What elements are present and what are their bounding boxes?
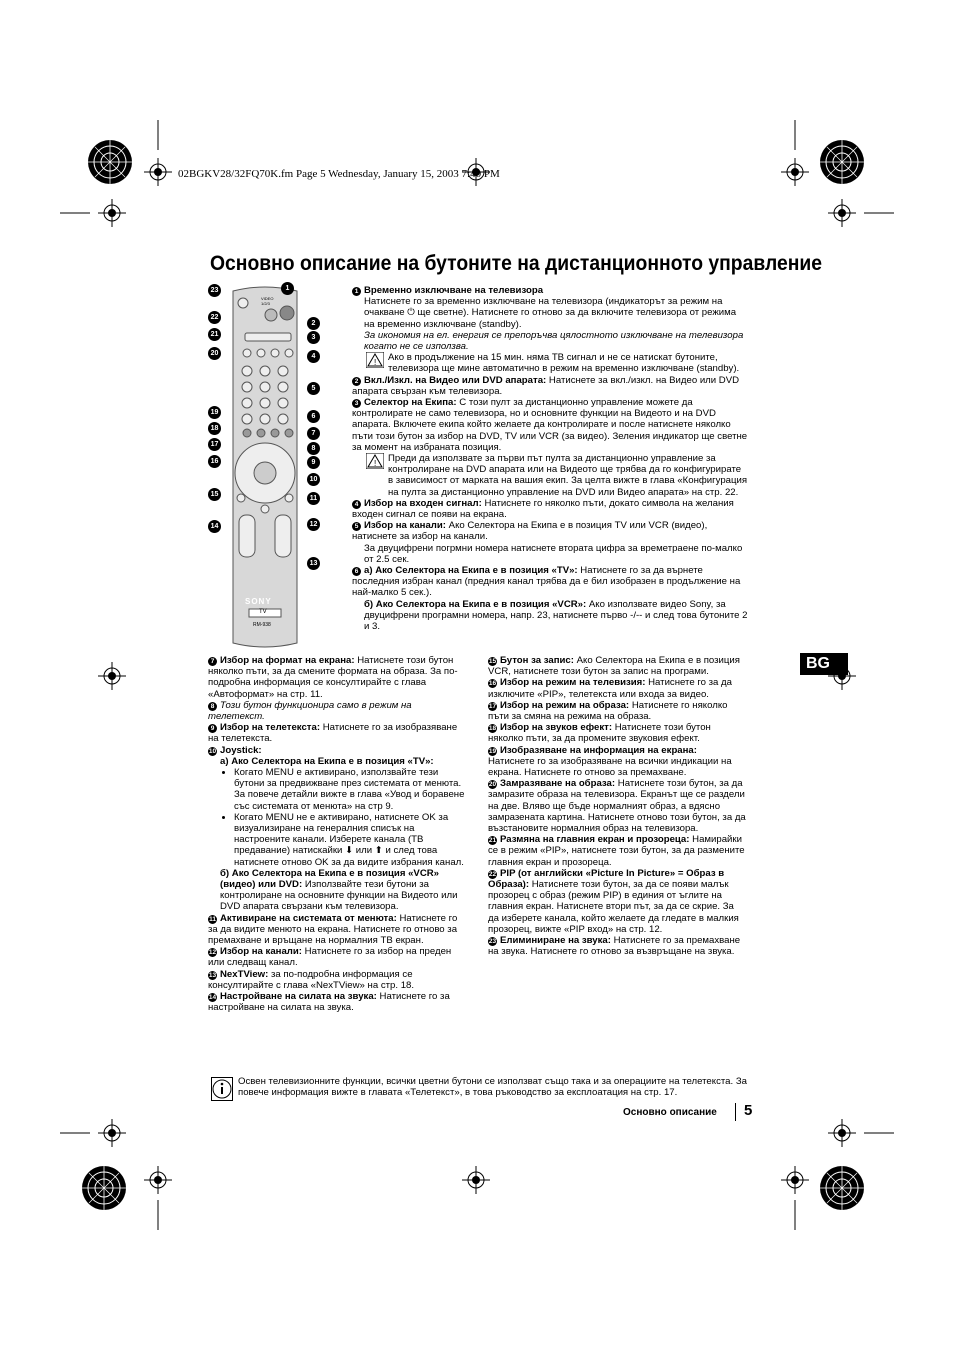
item-6-heading: а) Ако Селектора на Екипа е в позиция «TV»: <box>364 565 578 577</box>
remote-video-label: VIDEO 1/2/3 <box>261 296 274 306</box>
callout-17: 17 <box>208 438 221 451</box>
item-23: 23 Елиминиране на звука: Натиснете го за премахване на звука. Натиснете го отново за възвръщане на звука. <box>488 935 741 958</box>
items-left-block <box>208 655 466 1014</box>
item-18-heading: Избор на звуков ефект: <box>500 722 613 734</box>
item-16-text: Натиснете го за да изключите «PIP», телетекста или входа за видео. <box>488 677 732 700</box>
page-title: Основно описание на бутоните на дистанционното управление <box>210 252 823 275</box>
item-9-heading: Избор на телетекста: <box>220 722 321 734</box>
item-17-text: Натиснете го няколко пъти за смяна на режима на образа. <box>488 699 728 723</box>
callout-8: 8 <box>307 442 320 455</box>
item-5-heading: Избор на канали: <box>364 520 446 532</box>
callout-3: 3 <box>307 331 320 344</box>
item-3-warning: Преди да използвате за първи път пулта за дистанционно управление за контролиране на DVD апарата или на Видеото ще трябва да го конфигурирате в зависимост от марката на вашия екип. За целта вижте в глава «Конфигурация на пулта за дистанционно управление на DVD или Видео апарата» на стр. 22. <box>388 453 748 498</box>
info-icon <box>211 1077 233 1101</box>
callout-7: 7 <box>307 427 320 440</box>
item-8-note: Този бутон функционира само в режим на телетекст. <box>208 699 412 723</box>
item-1-text: Натиснете го за временно изключване на телевизора (индикаторът за режим на очакване ⏻ ще светне). Натиснете го отново за да включите телевизора от режима на временно изключване (standby). <box>364 296 737 330</box>
callout-11: 11 <box>307 492 320 505</box>
item-10a-bullet-2: • Когато MENU не е активирано, натиснете OK за визуализиране на генералния списък на настроените канали. Изберете канала (ТВ предавание) натискайки ⬇ или ⬆ и след това натиснете отново OK за да видите избрания канал. <box>234 812 466 868</box>
callout-21: 21 <box>208 328 221 341</box>
item-15: 15 Бутон за запис: Ако Селектора на Екипа е в позиция VCR, натиснете този бутон за запис на програми. <box>488 655 740 678</box>
callout-23: 23 <box>208 284 221 297</box>
item-1-note: За икономия на ел. енергия се препоръчва цялостното изключване на телевизора когато не се използва. <box>364 329 744 353</box>
item-7-heading: Избор на формат на екрана: <box>220 655 355 666</box>
item-12-heading: Избор на канали: <box>220 946 302 958</box>
callout-5: 5 <box>307 382 320 395</box>
callout-14: 14 <box>208 520 221 533</box>
item-2: 2 Вкл./Изкл. на Видео или DVD апарата: Натиснете за вкл./изкл. на Видео или DVD апарата свързан към телевизора. <box>352 374 740 397</box>
item-18: 18 Избор на звуков ефект: Натиснете този бутон няколко пъти, за да промените звуковия ефект. <box>488 722 711 745</box>
item-6b-text: Ако използвате видео Sony, за двуцифрени програмни номера, напр. 23, натиснете първо -/-- и след това бутоните 2 и 3. <box>364 598 748 633</box>
item-22-heading: PIP (от английски «Picture In Picture» = Образ в Образа): <box>488 867 725 891</box>
item-21-text: Намирайки се в режим «PIP», натиснете този бутон, за да размените главния екран и прозореца. <box>488 834 745 868</box>
item-1-warning: Ако в продължение на 15 мин. няма ТВ сигнал и не се натискат бутоните, телевизора ще мине автоматично в режим на временно изключване (standby). <box>388 352 740 375</box>
item-16: 16 Избор на режим на телевизия: Натиснете го за да изключите «PIP», телетекста или входа за видео. <box>488 677 732 700</box>
item-3: 3 Селектор на Екипа: С този пулт за дистанционно управление можете да контролирате не само телевизора, но и основните функции на Видеото и на DVD апарата. Включете екипа който желаете да контролирате и после натиснете няколко пъти този бутон за избор на DVD, TV или VCR (за видео). Зеления индикатор ще светне за момент на избраната позиция. ! Преди да използвате за първи път пулта за дистанционно управление за контролиране на DVD апарата или на Видеото ще трябва да го конфигурирате в зависимост от марката на вашия екип. За целта вижте в глава «Конфигурация на пулта за дистанционно управление на DVD или Видео апарата» на стр. 22. <box>352 397 748 498</box>
item-20-heading: Замразяване на образа: <box>500 778 616 790</box>
item-5: 5 Избор на канали: Ако Селектора на Екипа е в позиция TV или VCR (видео), натиснете за избор на канали. За двуцифрени погрмни номера натиснете втората цифра за времетраене по-малко от 2.5 сек. <box>352 520 748 565</box>
callout-9: 9 <box>307 456 320 469</box>
items-right-block <box>488 655 746 957</box>
item-3-text: С този пулт за дистанционно управление можете да контролирате не само телевизора, но и основните функции на Видеото и на DVD апарата. Включете екипа който желаете да контролирате и после натиснете няколко пъти този бутон за избор на DVD, TV или VCR (за видео). Зеления индикатор ще светне за момент на избраната позиция. <box>352 397 748 453</box>
item-21-heading: Размяна на главния екран и прозореца: <box>500 834 690 846</box>
callout-16: 16 <box>208 455 221 468</box>
item-10a-heading: а) Ако Селектора на Екипа е в позиция «TV»: <box>220 755 434 767</box>
callout-22: 22 <box>208 311 221 324</box>
item-12-text: Натиснете го за избор на преден или следващ канал. <box>208 946 452 969</box>
remote-model: RM-938 <box>253 622 271 628</box>
item-2-heading: Вкл./Изкл. на Видео или DVD апарата: <box>364 374 547 386</box>
item-14-text: Натиснете го за настройване на силата на звука. <box>208 991 450 1014</box>
item-9-text: Натиснете го за изобразяване на телетекста. <box>208 722 458 745</box>
item-13-text: за по-подробна информация се консултирайте с глава «NexTView» на стр. 18. <box>208 968 415 991</box>
item-22: 22 PIP (от английски «Picture In Picture» = Образ в Образа): Натиснете този бутон, за да се появи малък прозорец с образ (режим PIP) в единия от ъглите на главния екран. Натиснете втори път, за да се скрие. За да изберете канала, който желаете да гледате в малкия прозорец, вижте «PIP вход» на стр. 12. <box>488 867 739 935</box>
item-5-text: Ако Селектора на Екипа е в позиция TV или VCR (видео), натиснете за избор на канали. <box>352 520 708 543</box>
item-10: 10 Joystick: а) Ако Селектора на Екипа е в позиция «TV»: • Когато MENU е активирано, използвайте тези бутони за предвижване през системата от менюта. За повече детайли вижте в глава «Увод и боравене със системата от менюта» на стр 9. • Когато MENU не е активирано, натиснете OK за визуализиране на генералния списък на настроените канали. Изберете канала (ТВ предавание) натискайки ⬇ или ⬆ и след това натиснете отново OK за да видите избрания канал. б) Ако Селектора на Екипа е в позиция «VCR» (видео) или DVD: Използвайте тези бутони за контролиране на основните функции на Видеото или DVD апарата свързани към телевизора. <box>208 745 466 913</box>
item-22-text: Натиснете този бутон, за да се появи малък прозорец с образ (режим PIP) в единия от ъглите на главния екран. Натиснете втори път, за да се скрие. За да изберете канала, който желаете да гледате в малкия прозорец, вижте «PIP вход» на стр. 12. <box>488 879 739 935</box>
item-11-text: Натиснете го за да видите менюто на екрана. Натиснете го отново за премахване и връщане на нормалния ТВ екран. <box>208 912 458 947</box>
item-4: 4 Избор на входен сигнал: Натиснете го няколко пъти, докато символа на желания входен сигнал се появи на екрана. <box>352 497 734 521</box>
callout-4: 4 <box>307 350 320 363</box>
item-9: 9 Избор на телетекста: Натиснете го за изобразяване на телетекста. <box>208 722 458 745</box>
item-10a-bullet-1: • Когато MENU е активирано, използвайте тези бутони за предвижване през системата от менюта. За повече детайли вижте в глава «Увод и боравене със системата от менюта» на стр 9. <box>234 767 466 812</box>
item-19-heading: Изобразяване на информация на екрана: <box>500 744 697 756</box>
item-16-heading: Избор на режим на телевизия: <box>500 677 646 689</box>
item-3-heading: Селектор на Екипа: <box>364 397 457 409</box>
callout-19: 19 <box>208 406 221 419</box>
item-14-heading: Настройване на силата на звука: <box>220 991 377 1003</box>
item-13: 13 NexTView: за по-подробна информация се консултирайте с глава «NexTView» на стр. 18. <box>208 968 415 991</box>
callout-13: 13 <box>307 557 320 570</box>
callout-1: 1 <box>281 282 294 295</box>
item-10-heading: Joystick: <box>220 744 262 756</box>
callout-2: 2 <box>307 317 320 330</box>
callout-6: 6 <box>307 410 320 423</box>
footer-divider <box>735 1103 736 1121</box>
item-2-text: Натиснете за вкл./изкл. на Видео или DVD апарата свързан към телевизора. <box>352 374 740 397</box>
item-18-text: Натиснете този бутон няколко пъти, за да промените звуковия ефект. <box>488 722 711 745</box>
item-21: 21 Размяна на главния екран и прозореца: Намирайки се в режим «PIP», натиснете този бутон, за да размените главния екран и прозореца. <box>488 834 745 868</box>
item-6b-heading: б) Ако Селектора на Екипа е в позиция «VCR»: <box>364 598 587 610</box>
item-5-text-2: За двуцифрени погрмни номера натиснете втората цифра за времетраене по-малко от 2.5 сек. <box>364 542 743 565</box>
item-6: 6 а) Ако Селектора на Екипа е в позиция «TV»: Натиснете го за да върнете последния избран канал (предния канал трябва да е бил изобразен в продължение на най-малко 5 сек.). б) Ако Селектора на Екипа е в позиция «VCR»: Ако използвате видео Sony, за двуцифрени програмни номера, напр. 23, натиснете първо -/-- и след това бутоните 2 и 3. <box>352 565 748 633</box>
callout-10: 10 <box>307 473 320 486</box>
item-7-text: Натиснете този бутон няколко пъти, за да смените формата на образа. За по-подробна информация се консултирайте с глава «Автоформат» на стр. 11. <box>208 655 458 700</box>
remote-tv-label: TV <box>259 609 267 615</box>
item-14: 14 Настройване на силата на звука: Натиснете го за настройване на силата на звука. <box>208 991 450 1014</box>
item-1-heading: Временно изключване на телевизора <box>364 285 544 296</box>
svg-text:!: ! <box>374 459 377 469</box>
item-11-heading: Активиране на системата от менюта: <box>220 912 397 924</box>
item-7: 7 Избор на формат на екрана: Натиснете този бутон няколко пъти, за да смените формата на образа. За по-подробна информация се консултирайте с глава «Автоформат» на стр. 11. <box>208 655 458 700</box>
footer-section-label: Основно описание <box>623 1107 717 1118</box>
item-19: 19 Изобразяване на информация на екрана: Натиснете го за изобразяване на всички индикации на екрана. Натиснете го отново за премахване. <box>488 744 732 779</box>
item-13-heading: NexTView: <box>220 968 269 980</box>
item-17-heading: Избор на режим на образа: <box>500 699 630 711</box>
item-10b-heading: б) Ако Селектора на Екипа е в позиция «VCR» (видео) или DVD: <box>220 867 440 891</box>
item-12: 12 Избор на канали: Натиснете го за избор на преден или следващ канал. <box>208 946 452 969</box>
item-19-text: Натиснете го за изобразяване на всички индикации на екрана. Натиснете го отново за премахване. <box>488 755 732 779</box>
warning-icon <box>366 453 384 469</box>
file-header: 02BGKV28/32FQ70K.fm Page 5 Wednesday, January 15, 2003 7:40 PM <box>178 168 500 180</box>
item-15-text: Ако Селектора на Екипа е в позиция VCR, натиснете този бутон за запис на програми. <box>488 655 740 678</box>
item-1: 1 Временно изключване на телевизора Натиснете го за временно изключване на телевизора (индикаторът за режим на очакване ⏻ ще светне). Натиснете го отново за да включите телевизора от режима на временно изключване (standby). За икономия на ел. енергия се препоръчва цялостното изключване на телевизора когато не се използва. ! Ако в продължение на 15 мин. няма ТВ сигнал и не се натискат бутоните, телевизора ще мине автоматично в режим на временно изключване (standby). <box>352 285 748 375</box>
language-tab: BG <box>800 653 848 675</box>
item-6-text: Натиснете го за да върнете последния избран канал (предния канал трябва да е бил изобразен в продължение на най-малко 5 сек.). <box>352 565 741 599</box>
item-23-heading: Елиминиране на звука: <box>500 935 611 947</box>
callout-18: 18 <box>208 422 221 435</box>
callout-12: 12 <box>307 518 320 531</box>
callout-20: 20 <box>208 347 221 360</box>
item-4-heading: Избор на входен сигнал: <box>364 497 482 509</box>
items-top-block <box>352 285 748 632</box>
item-4-text: Натиснете го няколко пъти, докато символа на желания входен сигнал се появи на екрана. <box>352 497 734 521</box>
item-15-heading: Бутон за запис: <box>500 655 574 666</box>
remote-brand: SONY <box>245 597 272 606</box>
svg-text:!: ! <box>374 358 377 368</box>
page-number: 5 <box>744 1102 753 1119</box>
item-11: 11 Активиране на системата от менюта: Натиснете го за да видите менюто на екрана. Натиснете го отново за премахване и връщане на нормалния ТВ екран. <box>208 912 458 947</box>
info-note: Освен телевизионните функции, всички цветни бутони се използват също така и за операциите на телетекста. За повече информация вижте в главата «Телетекст», в това ръководство за експлоатация на стр. 17. <box>238 1076 747 1099</box>
callout-15: 15 <box>208 488 221 501</box>
item-23-text: Натиснете го за премахване на звука. Натиснете го отново за възвръщане на звука. <box>488 935 741 958</box>
warning-icon <box>366 352 384 368</box>
item-17: 17 Избор на режим на образа: Натиснете го няколко пъти за смяна на режима на образа. <box>488 699 728 723</box>
item-20-text: Натиснете този бутон, за да замразите образа на телевизора. Екранът ще се раздели на две. Вляво ще бъде нормалният образ, а вдясно замразената картина. Натиснете отново този бутон, за да възстановите нормалния образ на телевизора. <box>488 778 746 835</box>
item-20: 20 Замразяване на образа: Натиснете този бутон, за да замразите образа на телевизора. Екранът ще се раздели на две. Вляво ще бъде нормалният образ, а вдясно замразената картина. Натиснете отново този бутон, за да възстановите нормалния образ на телевизора. <box>488 778 746 835</box>
item-8: 8 Този бутон функционира само в режим на телетекст. <box>208 699 412 723</box>
item-10b-text: Използвайте тези бутони за контролиране на основните функции на Видеото или DVD апарата свързани към телевизора. <box>220 879 458 913</box>
